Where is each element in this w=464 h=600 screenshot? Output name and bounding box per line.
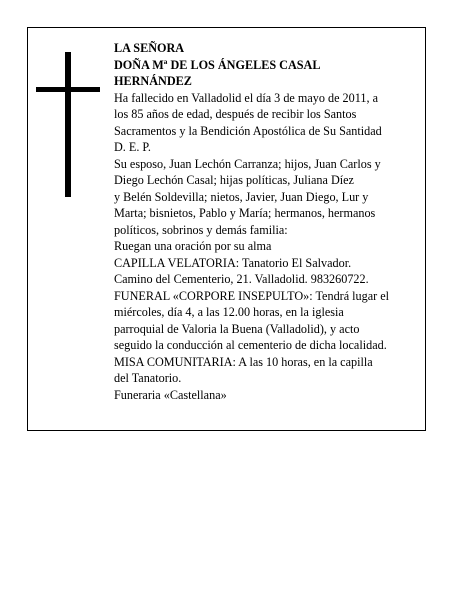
body-line: D. E. P. [114,140,151,154]
body-line: Sacramentos y la Bendición Apostólica de Su Santidad [114,123,382,138]
body-line: seguido la conducción al cementerio de dicha localidad. [114,338,387,352]
body-line: parroquial de Valoria la Buena (Valladolid), y acto [114,321,360,336]
body-line: del Tanatorio. [114,371,182,385]
body-line: Funeraria «Castellana» [114,387,227,402]
body-line: FUNERAL «CORPORE INSEPULTO»: Tendrá lugar el [114,288,390,303]
body-line: y Belén Soldevilla; nietos, Javier, Juan Diego, Lur y [114,189,369,204]
body-line: Camino del Cementerio, 21. Valladolid. 983260722. [114,272,369,286]
body-line: Su esposo, Juan Lechón Carranza; hijos, Juan Carlos y [114,156,381,171]
cross-icon [36,52,100,197]
obituary-text [114,40,426,403]
body-line: CAPILLA VELATORIA: Tanatorio El Salvador. [114,255,352,270]
heading-line-1: LA SEÑORA [114,41,185,55]
body-line: Ruegan una oración por su alma [114,239,272,253]
heading-line-2: DOÑA Mª DE LOS ÁNGELES CASAL [114,57,321,72]
body-line: políticos, sobrinos y demás familia: [114,222,288,237]
body-line: Diego Lechón Casal; hijas políticas, Juliana Díez [114,173,354,187]
body-line: Ha fallecido en Valladolid el día 3 de mayo de 2011, a [114,90,378,105]
body-line: Marta; bisnietos, Pablo y María; hermanos, hermanos [114,206,376,220]
body-line: los 85 años de edad, después de recibir los Santos [114,107,357,121]
body-line: MISA COMUNITARIA: A las 10 horas, en la capilla [114,354,373,369]
cross-horizontal-bar [36,87,100,92]
heading-line-3: HERNÁNDEZ [114,74,192,88]
body-line: miércoles, día 4, a las 12.00 horas, en la iglesia [114,305,344,319]
cross-vertical-bar [65,52,71,197]
